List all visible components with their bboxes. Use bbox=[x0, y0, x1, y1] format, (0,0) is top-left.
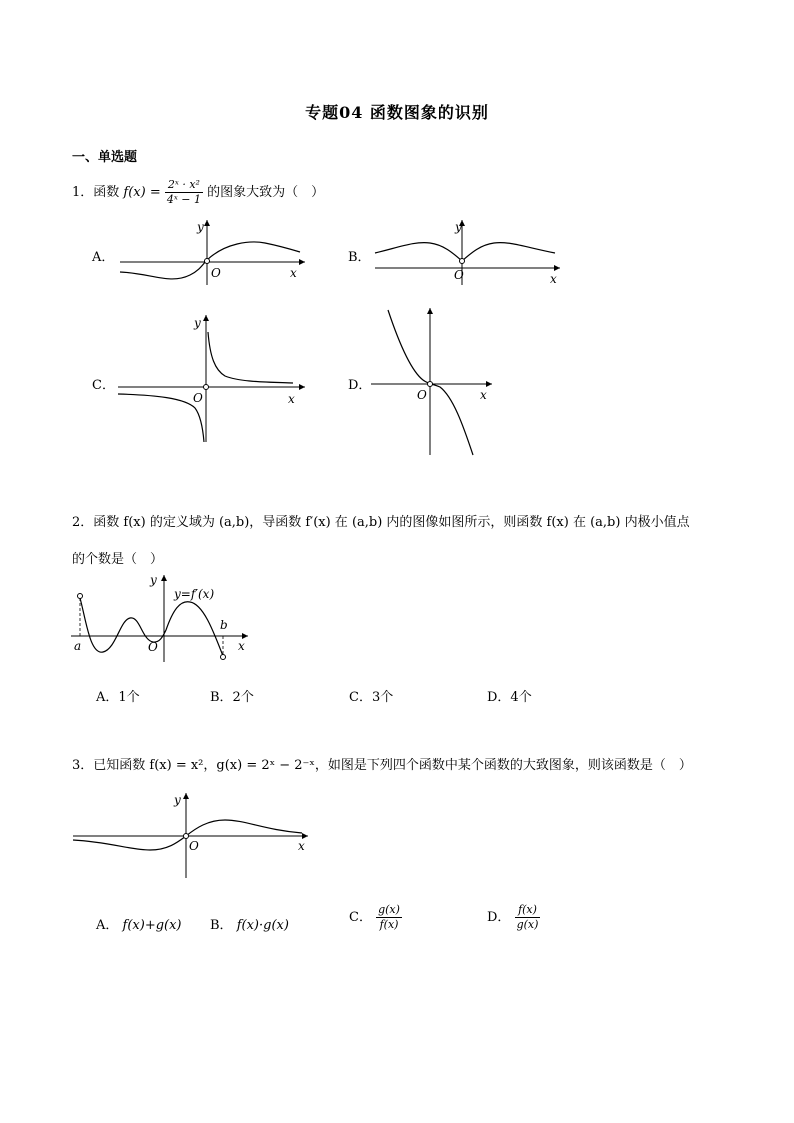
axis-o: O bbox=[189, 839, 199, 853]
q2-graph bbox=[68, 570, 258, 665]
q3-option-d-fraction bbox=[515, 903, 541, 932]
q1-graph-b bbox=[370, 215, 565, 285]
q3-graph bbox=[70, 790, 315, 880]
axis-o: O bbox=[148, 640, 158, 654]
q3-option-c-label: C． bbox=[349, 910, 372, 925]
q2-option-d: D．4个 bbox=[487, 690, 532, 705]
axis-x: x bbox=[480, 388, 487, 402]
question-2-line-2: 的个数是（ ） bbox=[72, 552, 164, 567]
q1-option-a-label: A． bbox=[92, 250, 115, 265]
axis-y: y bbox=[174, 793, 181, 807]
question-3-line-1: 3．已知函数 f(x) = x²，g(x) = 2ˣ − 2⁻ˣ，如图是下列四个函数中某个函数的大致图象，则该函数是（ ） bbox=[72, 758, 692, 773]
q1-graph-d bbox=[368, 305, 498, 457]
page-title: 专题04 函数图象的识别 bbox=[305, 103, 489, 122]
q3-option-d bbox=[487, 903, 540, 932]
axis-o: O bbox=[193, 391, 203, 405]
q1-option-c-label: C． bbox=[92, 378, 115, 393]
q2-curve-label: y=f′(x) bbox=[174, 587, 215, 601]
q3-option-a-label: A． bbox=[96, 918, 119, 933]
axis-x: x bbox=[298, 839, 305, 853]
axis-x: x bbox=[288, 392, 295, 406]
axis-x: x bbox=[238, 639, 245, 653]
axis-y: y bbox=[150, 573, 157, 587]
q3-option-c-fraction bbox=[376, 903, 402, 932]
axis-y: y bbox=[455, 220, 462, 234]
q2-option-b: B．2个 bbox=[210, 690, 254, 705]
q1-fraction bbox=[165, 178, 203, 207]
axis-y: y bbox=[197, 220, 204, 234]
q3-option-c bbox=[349, 903, 402, 932]
q3-option-b-expr: f(x)·g(x) bbox=[236, 918, 289, 933]
q1-frac-num: 2ˣ · x² bbox=[165, 178, 203, 193]
axis-o: O bbox=[211, 266, 221, 280]
axis-o: O bbox=[417, 388, 427, 402]
q1-frac-den: 4ˣ − 1 bbox=[166, 193, 201, 206]
q1-tail: 的图象大致为（ ） bbox=[207, 185, 325, 200]
q1-graph-c bbox=[115, 312, 310, 447]
q1-option-d-label: D． bbox=[348, 378, 372, 393]
question-2-line-1: 2．函数 f(x) 的定义域为 (a,b)，导函数 f′(x) 在 (a,b) 内的图像如图所示，则函数 f(x) 在 (a,b) 内极小值点 bbox=[72, 515, 690, 530]
axis-x: x bbox=[550, 272, 557, 285]
q2-option-a: A．1个 bbox=[96, 690, 140, 705]
q3-option-c-den: f(x) bbox=[379, 918, 399, 931]
axis-a: a bbox=[74, 639, 82, 653]
q1-option-b-label: B． bbox=[348, 250, 371, 265]
q3-option-a bbox=[96, 914, 182, 933]
question-1 bbox=[72, 178, 324, 207]
q3-option-d-label: D． bbox=[487, 910, 511, 925]
q1-number: 1．函数 bbox=[72, 185, 120, 200]
q3-option-d-den: g(x) bbox=[516, 918, 539, 931]
axis-o: O bbox=[454, 268, 464, 282]
q3-option-b-label: B． bbox=[210, 918, 233, 933]
q3-option-c-num: g(x) bbox=[378, 903, 400, 916]
q1-graph-a bbox=[115, 215, 310, 285]
q3-option-b bbox=[210, 914, 289, 933]
q3-option-d-num: f(x) bbox=[515, 903, 541, 918]
q3-option-a-expr: f(x)+g(x) bbox=[122, 918, 182, 933]
axis-x: x bbox=[290, 266, 297, 280]
q2-option-c: C．3个 bbox=[349, 690, 394, 705]
axis-y: y bbox=[194, 316, 201, 330]
axis-b: b bbox=[220, 618, 228, 632]
section-heading: 一、单选题 bbox=[72, 150, 138, 165]
q1-function: f(x) = bbox=[123, 185, 161, 200]
